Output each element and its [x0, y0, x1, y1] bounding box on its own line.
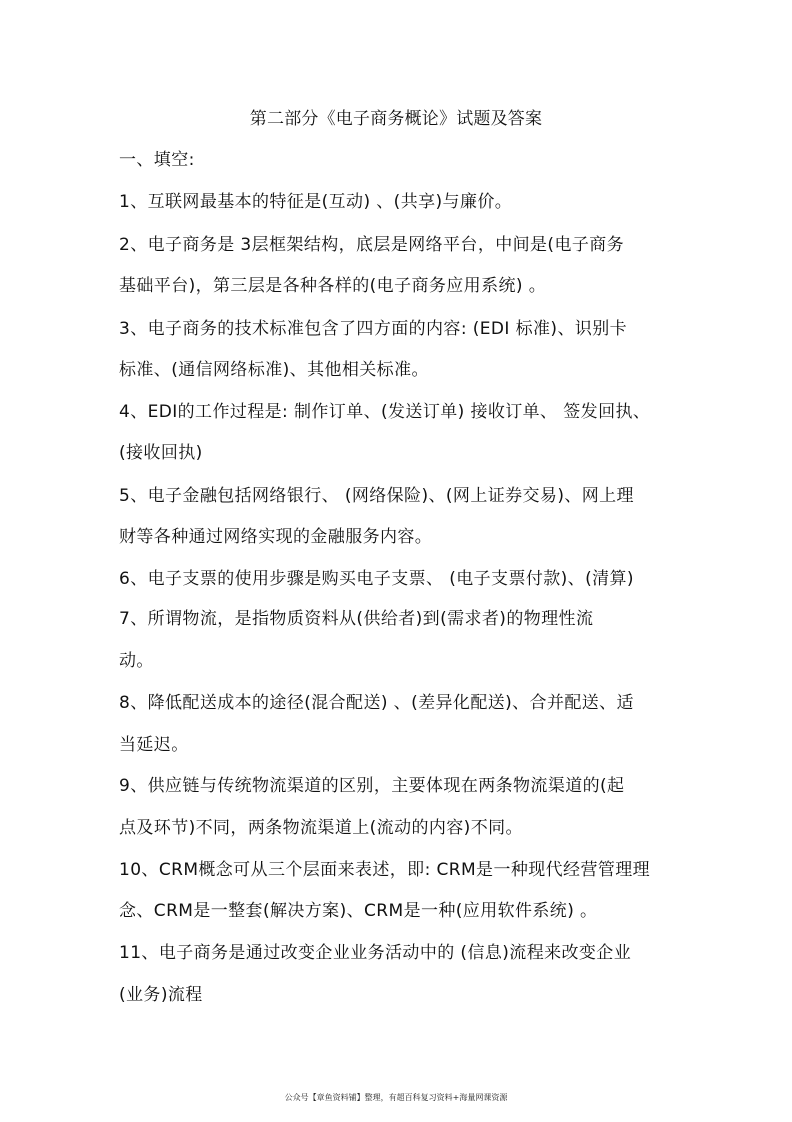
text-line: 基础平台)，第三层是各种各样的(电子商务应用系统) 。: [119, 276, 547, 296]
text-line: 念、CRM是一整套(解决方案)、CRM是一种(应用软件系统) 。: [119, 901, 598, 921]
text-line: 9、供应链与传统物流渠道的区别，主要体现在两条物流渠道的(起: [119, 776, 625, 796]
text-line: 5、电子金融包括网络银行、 (网络保险)、(网上证券交易)、网上理: [119, 486, 634, 506]
text-line: 动。: [119, 651, 154, 671]
text-line: 7、所谓物流，是指物质资料从(供给者)到(需求者)的物理性流: [119, 609, 594, 629]
text-line: (业务)流程: [119, 985, 203, 1005]
text-line: 11、电子商务是通过改变企业业务活动中的 (信息)流程来改变企业: [119, 943, 632, 963]
text-line: 财等各种通过网络实现的金融服务内容。: [119, 527, 433, 547]
section-heading: 一、填空:: [119, 150, 195, 170]
text-line: (接收回执): [119, 443, 203, 463]
text-line: 4、EDI的工作过程是: 制作订单、(发送订单) 接收订单、 签发回执、: [119, 402, 651, 422]
text-line: 8、降低配送成本的途径(混合配送) 、(差异化配送)、合并配送、适: [119, 693, 634, 713]
text-line: 3、电子商务的技术标准包含了四方面的内容: (EDI 标准)、识别卡: [119, 319, 628, 339]
text-line: 标准、(通信网络标准)、其他相关标准。: [119, 360, 429, 380]
text-line: 当延迟。: [119, 735, 189, 755]
text-line: 点及环节)不同，两条物流渠道上(流动的内容)不同。: [119, 818, 523, 838]
page-title: 第二部分《电子商务概论》试题及答案: [249, 109, 543, 129]
page-footer: 公众号【章鱼资料铺】整理，有超百科复习资料+海量网课资源: [284, 1093, 508, 1102]
text-line: 10、CRM概念可从三个层面来表述，即: CRM是一种现代经营管理理: [119, 860, 651, 880]
text-line: 2、电子商务是 3层框架结构，底层是网络平台，中间是(电子商务: [119, 235, 625, 255]
text-line: 1、互联网最基本的特征是(互动) 、(共享)与廉价。: [119, 192, 513, 212]
text-line: 6、电子支票的使用步骤是购买电子支票、 (电子支票付款)、(清算): [119, 569, 634, 589]
